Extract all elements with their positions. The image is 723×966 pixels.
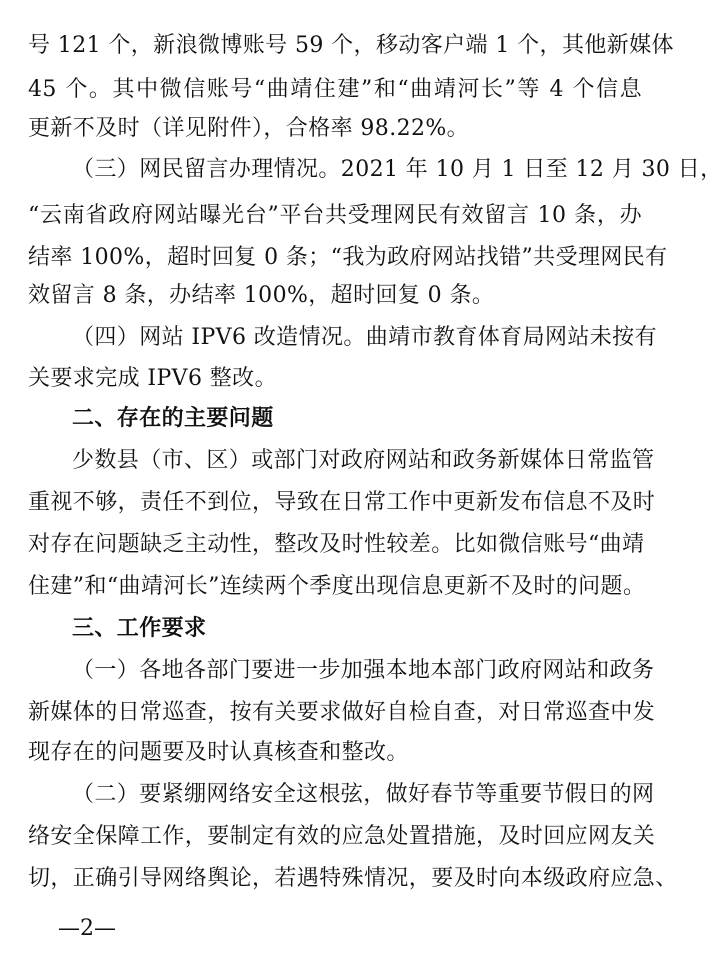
text-line: 结率 100%，超时回复 0 条；“我为政府网站找错”共受理网民有 bbox=[28, 245, 668, 270]
section-heading-issues: 二、存在的主要问题 bbox=[72, 406, 274, 431]
paragraph-start-line: （三）网民留言办理情况。2021 年 10 月 1 日至 12 月 30 日， bbox=[72, 157, 723, 182]
text-line: 关要求完成 IPV6 整改。 bbox=[28, 366, 277, 391]
text-line: 更新不及时（详见附件），合格率 98.22%。 bbox=[28, 116, 470, 141]
paragraph-start-line: （二）要紧绷网络安全这根弦，做好春节等重要节假日的网 bbox=[72, 782, 655, 807]
paragraph-start-line: （一）各地各部门要进一步加强本地本部门政府网站和政务 bbox=[72, 658, 655, 683]
text-line: 络安全保障工作，要制定有效的应急处置措施，及时回应网友关 bbox=[28, 824, 656, 849]
text-line: 号 121 个，新浪微博账号 59 个，移动客户端 1 个，其他新媒体 bbox=[28, 33, 674, 58]
text-line: 效留言 8 条，办结率 100%，超时回复 0 条。 bbox=[28, 283, 495, 308]
paragraph-start-line: （四）网站 IPV6 改造情况。曲靖市教育体育局网站未按有 bbox=[72, 325, 657, 350]
text-line: 新媒体的日常巡查，按有关要求做好自检自查，对日常巡查中发 bbox=[28, 700, 656, 725]
text-line: 切，正确引导网络舆论，若遇特殊情况，要及时向本级政府应急、 bbox=[28, 866, 678, 891]
text-line: 现存在的问题要及时认真核查和整改。 bbox=[28, 740, 409, 765]
text-line: 住建”和“曲靖河长”连续两个季度出现信息更新不及时的问题。 bbox=[28, 574, 646, 599]
text-line: 重视不够，责任不到位，导致在日常工作中更新发布信息不及时 bbox=[28, 490, 656, 515]
paragraph-start-line: 少数县（市、区）或部门对政府网站和政务新媒体日常监管 bbox=[72, 448, 655, 473]
text-line: 45 个。其中微信账号“曲靖住建”和“曲靖河长”等 4 个信息 bbox=[28, 77, 642, 102]
text-line: 对存在问题缺乏主动性，整改及时性较差。比如微信账号“曲靖 bbox=[28, 532, 645, 557]
section-heading-requirements: 三、工作要求 bbox=[72, 616, 207, 641]
text-line: “云南省政府网站曝光台”平台共受理网民有效留言 10 条，办 bbox=[28, 203, 642, 228]
page-number: —2— bbox=[58, 916, 116, 941]
